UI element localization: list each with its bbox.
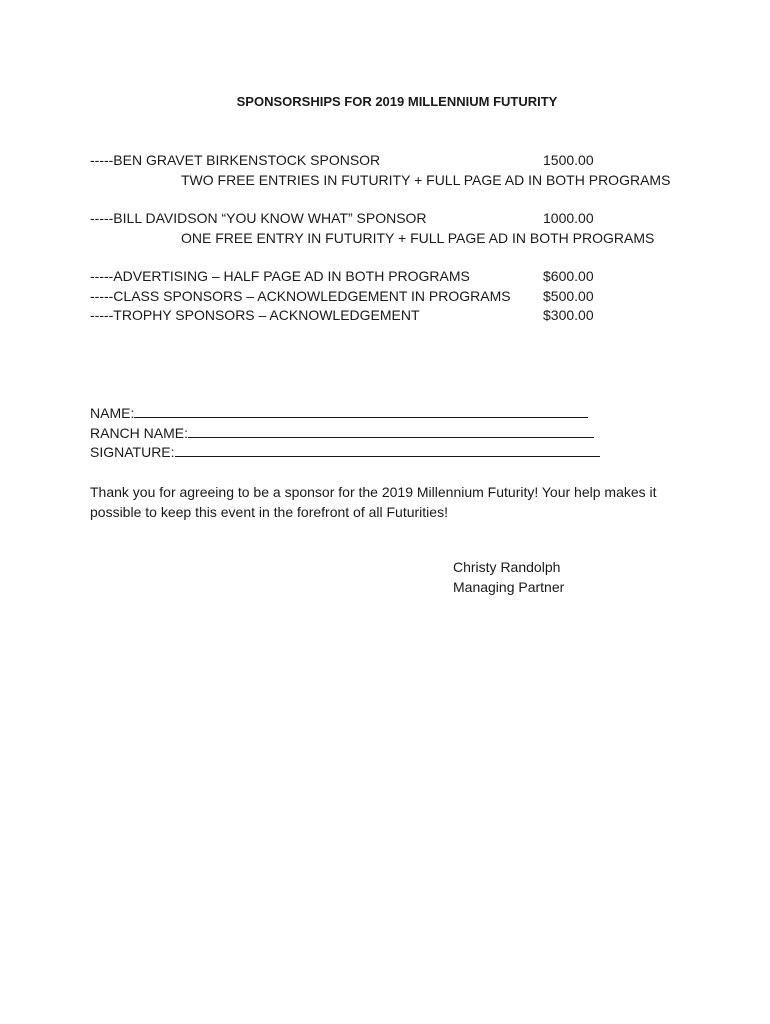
- sponsor-label-trophy-sponsors: -----TROPHY SPONSORS – ACKNOWLEDGEMENT: [90, 307, 420, 323]
- thank-you-paragraph: Thank you for agreeing to be a sponsor for the 2019 Millennium Futurity! Your help makes it possible to keep this event in the forefront of all Futurities!: [90, 484, 657, 520]
- sponsor-price-ben-gravet: 1500.00: [543, 152, 594, 168]
- sponsor-price-trophy-sponsors: $300.00: [543, 307, 594, 323]
- sponsor-price-bill-davidson: 1000.00: [543, 210, 594, 226]
- ranch-name-field-label: RANCH NAME:: [90, 425, 189, 441]
- signoff-role: Managing Partner: [453, 579, 565, 595]
- sponsor-description-bill-davidson: ONE FREE ENTRY IN FUTURITY + FULL PAGE AD IN BOTH PROGRAMS: [181, 230, 655, 246]
- signoff-name: Christy Randolph: [453, 559, 561, 575]
- sponsor-price-class-sponsors: $500.00: [543, 288, 594, 304]
- ranch-name-field-line[interactable]: [188, 424, 594, 438]
- sponsor-label-ben-gravet: -----BEN GRAVET BIRKENSTOCK SPONSOR: [90, 152, 381, 168]
- page-title: SPONSORSHIPS FOR 2019 MILLENNIUM FUTURITY: [236, 94, 558, 109]
- name-field-label: NAME:: [90, 405, 135, 421]
- signature-field-row: [90, 443, 600, 460]
- name-field-line[interactable]: [134, 404, 588, 418]
- sponsor-label-bill-davidson: -----BILL DAVIDSON “YOU KNOW WHAT” SPONSOR: [90, 210, 427, 226]
- name-field-row: [90, 404, 588, 421]
- sponsor-label-advertising: -----ADVERTISING – HALF PAGE AD IN BOTH PROGRAMS: [90, 268, 470, 284]
- sponsor-description-ben-gravet: TWO FREE ENTRIES IN FUTURITY + FULL PAGE AD IN BOTH PROGRAMS: [181, 172, 671, 188]
- sponsor-label-class-sponsors: -----CLASS SPONSORS – ACKNOWLEDGEMENT IN PROGRAMS: [90, 288, 511, 304]
- ranch-name-field-row: [90, 424, 594, 441]
- signature-field-line[interactable]: [175, 443, 600, 457]
- signature-field-label: SIGNATURE:: [90, 444, 175, 460]
- sponsor-price-advertising: $600.00: [543, 268, 594, 284]
